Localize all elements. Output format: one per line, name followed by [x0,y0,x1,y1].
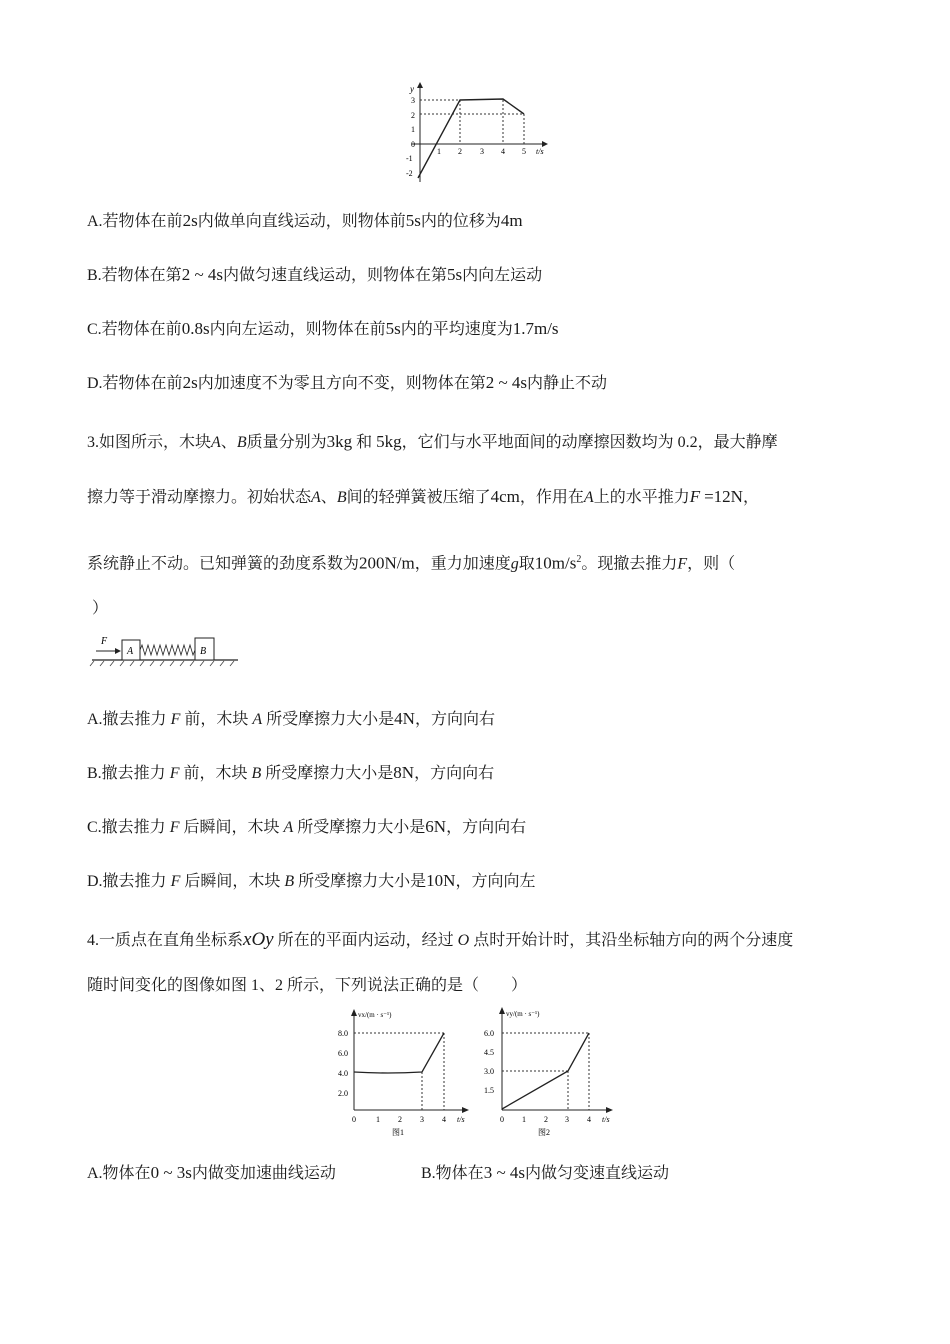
yt-graph [400,80,555,186]
q3-option-b [87,762,494,785]
var: B [284,873,295,890]
text: 和 [356,434,373,451]
text: C.若物体在前 [87,321,182,338]
fig1-curve [354,1033,444,1073]
q2-option-a [87,210,523,233]
text: D.若物体在前 [87,375,183,392]
var: A [252,711,263,728]
text: 3.如图所示，木块 [87,434,212,451]
text: 内做单向直线运动，则物体前 [197,213,406,230]
text: 内静止不动 [527,375,608,392]
text: 。现撤去推力 [581,555,678,573]
fig2-xlabel: t/s [602,1115,610,1124]
value: 5kg [376,432,402,451]
ytick-m2: -2 [406,169,413,178]
text: 内的位移为 [420,213,501,230]
var: B [236,434,247,451]
figure-2-vy-graph [480,1006,620,1142]
text: 所受摩擦力大小是 [266,711,395,728]
fig1-ylabel: vx/(m · s⁻¹) [358,1011,392,1019]
text: ） [92,600,109,617]
q4-stem-line2 [87,975,527,997]
fig2-ytick-3: 3.0 [484,1067,494,1076]
text: ，则（ [687,555,736,573]
exponent: 2 [576,554,582,565]
text: 内加速度不为零且方向不变，则物体在第 [197,375,486,392]
ytick-3: 3 [411,96,415,105]
fig2-ytick-1.5: 1.5 [484,1086,494,1095]
value: 0 ~ 3s [150,1163,192,1182]
ytick-0: 0 [411,140,415,149]
text: 、 [320,489,337,506]
fig1-xtick-2: 2 [398,1115,402,1124]
var: O [457,932,470,949]
text: 随时间变化的图像如图 1、2 所示，下列说法正确的是（ ） [87,977,528,994]
text: 所受摩擦力大小是 [298,873,427,890]
var: F [170,873,181,890]
text: 擦力等于滑动摩擦力。初始状态 [87,489,312,506]
text: ，方向向右 [414,711,495,728]
fig2-ytick-4.5: 4.5 [484,1048,494,1057]
var: F [169,765,180,782]
var: F [689,487,701,506]
fig2-xtick-2: 2 [544,1115,548,1124]
ytick-m1: -1 [406,154,413,163]
value: 5s [405,211,421,230]
value: 3 ~ 4s [483,1163,526,1182]
fig2-xtick-3: 3 [565,1115,569,1124]
text: ， [742,489,759,506]
text: ，方向向右 [446,819,527,836]
value: =12N [704,487,743,506]
value: 6N [425,817,447,836]
q3-option-d [87,870,535,893]
q2-option-c [87,318,559,341]
text: B.若物体在第 [87,267,182,284]
var: B [251,765,262,782]
text: A.若物体在前 [87,213,183,230]
var: F [169,819,180,836]
value: 200N/m [359,553,415,573]
ytick-2: 2 [411,111,415,120]
q3-stem-line4 [92,598,108,620]
force-label: F [101,636,108,647]
fig1-xtick-1: 1 [376,1115,380,1124]
fig1-ytick-4: 4.0 [338,1069,348,1078]
value: 8N [393,763,415,782]
value: 0.8s [181,319,210,338]
text: ，作用在 [519,489,584,506]
value: 3kg [326,432,353,451]
q3-stem-line3 [87,549,735,575]
q4-option-a [87,1162,336,1185]
text: 所受摩擦力大小是 [297,819,426,836]
text: ，重力加速度 [414,555,511,573]
value: 10N [426,871,456,890]
q3-stem-line2 [87,486,759,509]
var: A [211,434,221,451]
var: A [283,819,294,836]
x-axis-label: t/s [536,147,544,156]
fig2-xtick-0: 0 [500,1115,504,1124]
blocks-spring-figure [88,630,248,675]
fig2-ytick-6: 6.0 [484,1029,494,1038]
text: 上的水平推力 [593,489,690,506]
text: B.物体在 [421,1165,484,1182]
text: ，它们与水平地面间的动摩擦因数均为 0.2，最大静摩 [401,434,778,451]
var: xOy [243,929,274,950]
text: D.撤去推力 [87,873,167,890]
fig1-ytick-2: 2.0 [338,1089,348,1098]
var: F [170,711,181,728]
fig1-ytick-6: 6.0 [338,1049,348,1058]
fig1-ytick-8: 8.0 [338,1029,348,1038]
text: 前，木块 [184,711,249,728]
q4-option-b [421,1162,669,1185]
value: 5s [385,319,401,338]
var: B [336,489,347,506]
text: 4.一质点在直角坐标系 [87,932,244,949]
value: 4m [500,211,523,230]
fig2-caption: 图2 [538,1128,550,1137]
xtick-2: 2 [458,147,462,156]
value: 2 ~ 4s [181,265,224,284]
text: A.物体在 [87,1165,151,1182]
value: 4N [394,709,415,728]
xtick-4: 4 [501,147,505,156]
var: g [510,555,519,573]
text: 内做变加速曲线运动 [191,1165,336,1182]
text: 内向左运动，则物体在前 [209,321,386,338]
var: F [677,555,688,573]
text: 、 [220,434,237,451]
text: C.撤去推力 [87,819,166,836]
value: 5s [447,265,463,284]
block-b-label: B [200,646,207,657]
xtick-1: 1 [437,147,441,156]
var: A [311,489,321,506]
y-axis-label: y [410,84,414,94]
text: 内的平均速度为 [400,321,513,338]
fig2-xtick-4: 4 [587,1115,591,1124]
fig1-xlabel: t/s [457,1115,465,1124]
text: B.撤去推力 [87,765,166,782]
text: 所受摩擦力大小是 [265,765,394,782]
spring [140,645,195,655]
text: 内做匀速直线运动，则物体在第 [223,267,448,284]
fig1-xtick-3: 3 [420,1115,424,1124]
text: 内做匀变速直线运动 [525,1165,670,1182]
figure-1-vx-graph [326,1006,478,1142]
text: 点时开始计时，其沿坐标轴方向的两个分速度 [473,932,794,949]
q2-option-b [87,264,542,287]
text: 后瞬间，木块 [184,873,281,890]
text: 所在的平面内运动，经过 [277,932,454,949]
fig2-xtick-1: 1 [522,1115,526,1124]
xtick-3: 3 [480,147,484,156]
q3-option-c [87,816,526,839]
value: 2 ~ 4s [485,373,528,392]
xtick-5: 5 [522,147,526,156]
var: A [583,489,594,506]
value: 4cm [490,487,520,506]
q4-stem-line1 [87,929,793,952]
text: 内向左运动 [462,267,543,284]
fig2-ylabel: vy/(m · s⁻¹) [506,1010,540,1018]
text: A.撤去推力 [87,711,167,728]
text: ，方向向右 [414,765,495,782]
q3-stem-line1 [87,431,778,454]
text: 取 [518,555,535,573]
text: 质量分别为 [246,434,327,451]
value: 2s [182,373,198,392]
value: 1.7m/s [512,319,559,338]
text: 间的轻弹簧被压缩了 [346,489,491,506]
text: 前，木块 [183,765,248,782]
ytick-1: 1 [411,125,415,134]
fig1-xtick-4: 4 [442,1115,446,1124]
block-a-label: A [127,646,134,657]
value: 10m/s [534,553,577,573]
yt-curve [418,99,524,178]
text: ，方向向左 [455,873,536,890]
fig1-xtick-0: 0 [352,1115,356,1124]
text: 系统静止不动。已知弹簧的劲度系数为 [87,555,360,573]
text: 后瞬间，木块 [183,819,280,836]
fig1-caption: 图1 [392,1128,404,1137]
q3-option-a [87,708,495,731]
q2-option-d [87,372,607,395]
value: 2s [182,211,198,230]
